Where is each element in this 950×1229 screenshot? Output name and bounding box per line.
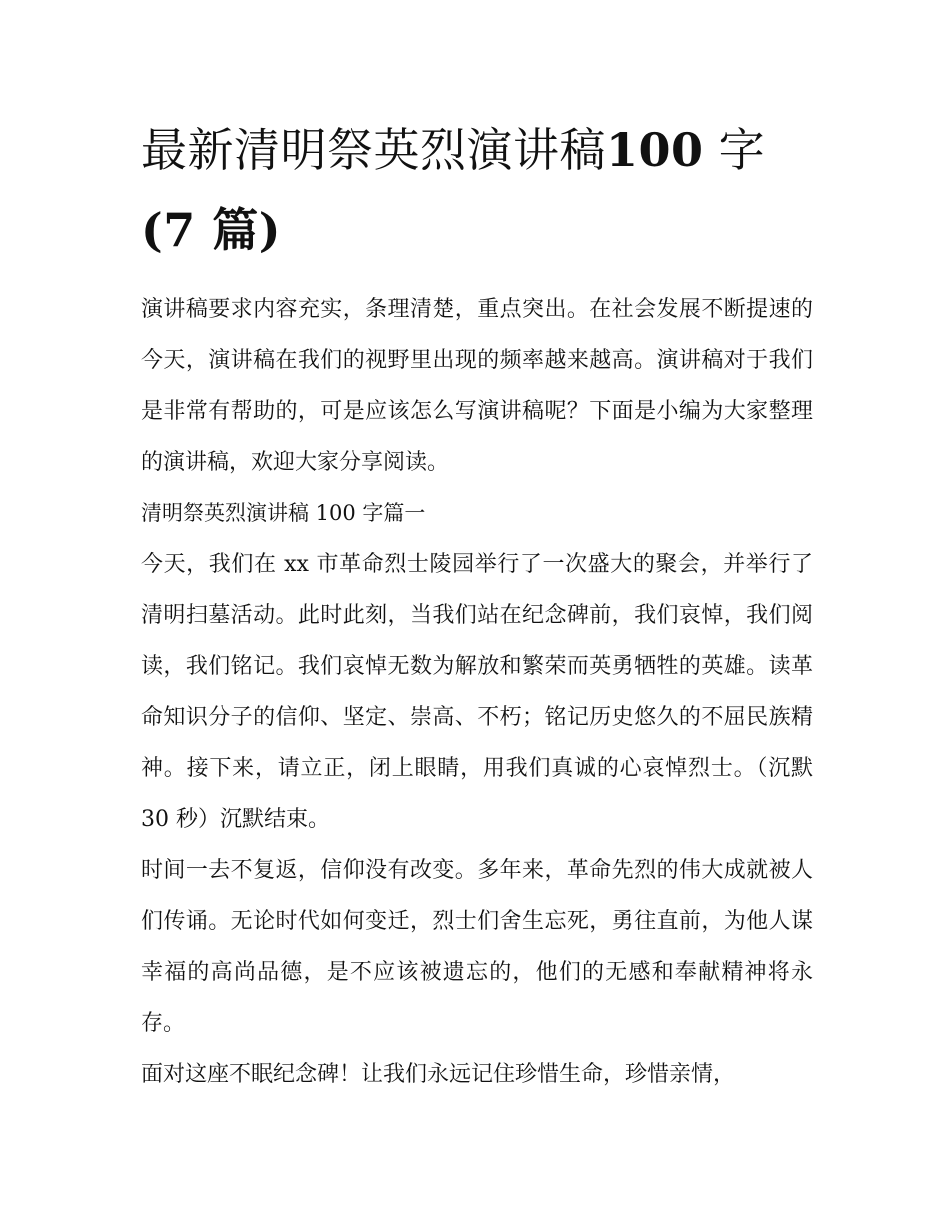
document-title: [141, 110, 813, 270]
title-text: 最新清明祭英烈演讲稿: [141, 123, 606, 177]
section-heading: 清明祭英烈演讲稿 100 字篇一: [141, 501, 426, 525]
body-paragraph-2: 时间一去不复返，信仰没有改变。多年来，革命先烈的伟大成就被人们传诵。无论时代如何变迁，烈士们舍生忘死，勇往直前，为他人谋幸福的高尚品德，是不应该被遗忘的，他们的无感和奉献精神将永存。: [141, 858, 813, 1036]
body-paragraph-1: 今天，我们在 xx 市革命烈士陵园举行了一次盛大的聚会，并举行了清明扫墓活动。此时此刻，当我们站在纪念碑前，我们哀悼，我们阅读，我们铭记。我们哀悼无数为解放和繁荣而英勇牺牲的英雄。读革命知识分子的信仰、坚定、崇高、不朽；铭记历史悠久的不屈民族精神。接下来，请立正，闭上眼睛，用我们真诚的心哀悼烈士。（沉默 30 秒）沉默结束。: [141, 552, 813, 832]
title-number: 100: [606, 123, 704, 177]
body-paragraph-3: 面对这座不眠纪念碑！让我们永远记住珍惜生命，珍惜亲情，: [141, 1062, 736, 1087]
intro-paragraph: 演讲稿要求内容充实，条理清楚，重点突出。在社会发展不断提速的今天，演讲稿在我们的视野里出现的频率越来越高。演讲稿对于我们是非常有帮助的，可是应该怎么写演讲稿呢？下面是小编为大家整理的演讲稿，欢迎大家分享阅读。: [141, 297, 813, 475]
document-page: [141, 110, 813, 1100]
title-count: (7 篇): [141, 203, 282, 257]
title-suffix: 字: [703, 123, 766, 177]
